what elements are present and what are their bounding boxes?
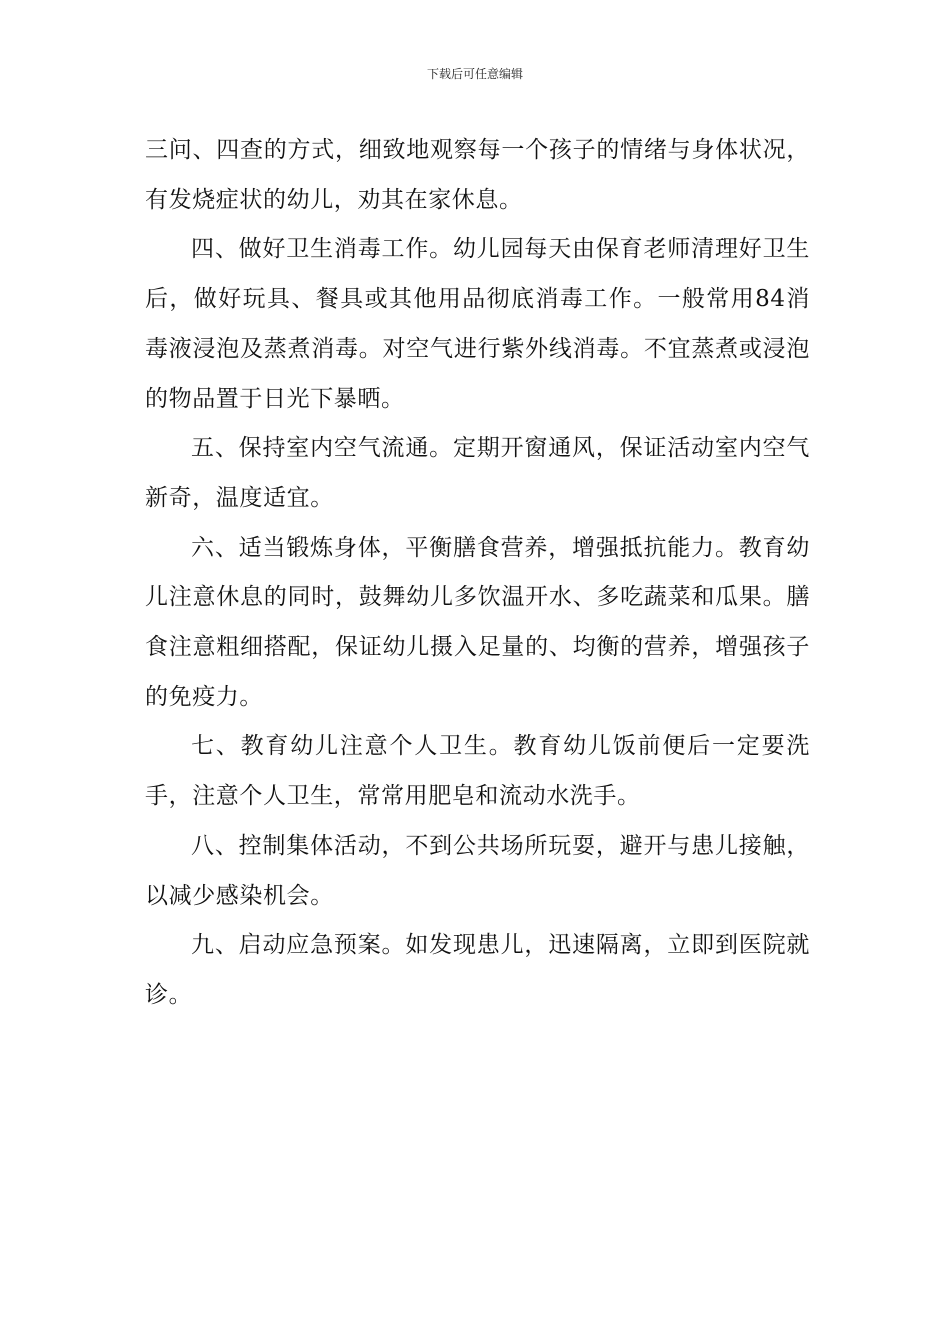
paragraph-ventilation: 五、保持室内空气流通。定期开窗通风，保证活动室内空气新奇，温度适宜。 — [145, 435, 810, 511]
paragraph-emergency-plan: 九、启动应急预案。如发现患儿，迅速隔离，立即到医院就诊。 — [145, 932, 810, 1008]
document-body — [145, 126, 810, 1021]
paragraph-exercise-nutrition: 六、适当锻炼身体，平衡膳食营养，增强抵抗能力。教育幼儿注意休息的同时，鼓舞幼儿多饮温开水、多吃蔬菜和瓜果。膳食注意粗细搭配，保证幼儿摄入足量的、均衡的营养，增强孩子的免疫力。 — [145, 534, 810, 710]
paragraph-disinfection: 四、做好卫生消毒工作。幼儿园每天由保育老师清理好卫生后，做好玩具、餐具或其他用品彻底消毒工作。一般常用84消毒液浸泡及蒸煮消毒。对空气进行紫外线消毒。不宜蒸煮或浸泡的物品置于日光下暴晒。 — [145, 236, 810, 412]
paragraph-continuation: 三问、四查的方式，细致地观察每一个孩子的情绪与身体状况，有发烧症状的幼儿，劝其在家休息。 — [145, 137, 810, 213]
paragraph-hygiene: 七、教育幼儿注意个人卫生。教育幼儿饭前便后一定要洗手，注意个人卫生，常常用肥皂和流动水洗手。 — [145, 733, 810, 810]
paragraph-group-activities: 八、控制集体活动，不到公共场所玩耍，避开与患儿接触，以减少感染机会。 — [145, 832, 810, 909]
page-header: 下载后可任意编辑 — [426, 67, 523, 81]
